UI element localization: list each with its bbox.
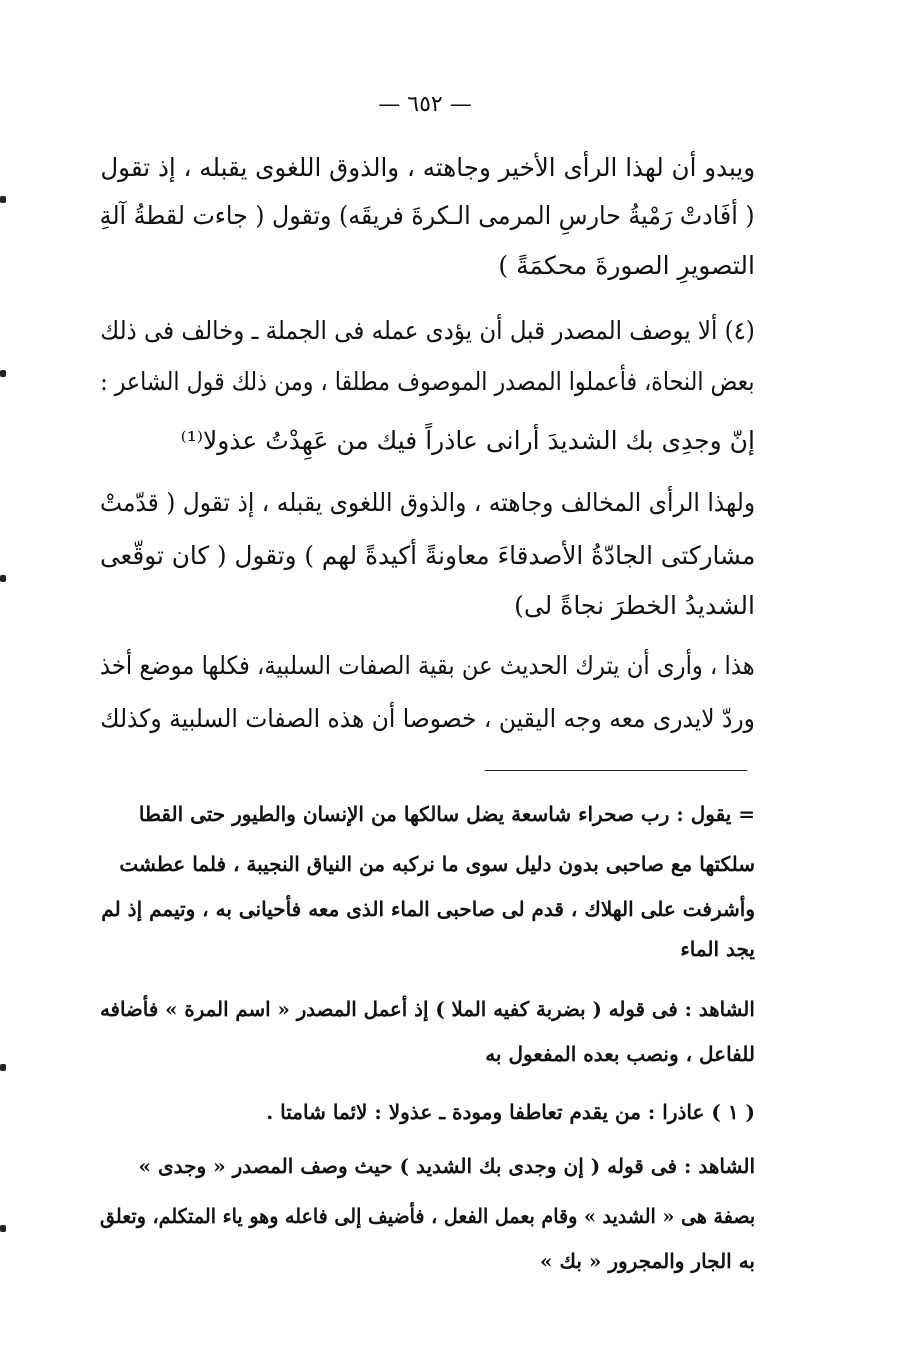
footnote-line: الشاهد : فى قوله ( إن وجدى بك الشديد ) حيث وصف المصدر « وجدى » <box>138 1154 755 1178</box>
footnote-line: يجد الماء <box>680 937 755 961</box>
text-line: وردّ لايدرى معه وجه اليقين ، خصوصا أن هذه الصفات السلبية وكذلك <box>100 704 755 733</box>
scan-edge-mark <box>0 1064 6 1071</box>
footnote-line: بصفة هى « الشديد » وقام بعمل الفعل ، فأضيف إلى فاعله وهو ياء المتكلم، وتعلق <box>99 1204 755 1228</box>
text-line: (٤) ألا يوصف المصدر قبل أن يؤدى عمله فى الجملة ـ وخالف فى ذلك <box>100 316 755 345</box>
footnote-line: الشاهد : فى قوله ( بضربة كفيه الملا ) إذ أعمل المصدر « اسم المرة » فأضافه <box>100 997 755 1021</box>
scan-edge-mark <box>0 575 6 582</box>
footnote-line: وأشرفت على الهلاك ، قدم لى صاحبى الماء الذى معه فأحيانى به ، وتيمم إذ لم <box>101 897 755 921</box>
text-line: ويبدو أن لهذا الرأى الأخير وجاهته ، والذوق اللغوى يقبله ، إذ تقول <box>100 153 755 182</box>
text-line: هذا ، وأرى أن يترك الحديث عن بقية الصفات السلبية، فكلها موضع أخذ <box>100 651 755 680</box>
text-line: بعض النحاة، فأعملوا المصدر الموصوف مطلقا ، ومن ذلك قول الشاعر : <box>100 367 755 396</box>
scan-edge-mark <box>0 1225 6 1232</box>
text-line: ( أفَادتْ رَمْيةُ حارسِ المرمى الـكرةَ فريقَه) وتقول ( جاءت لقطةُ آلةِ <box>100 201 755 230</box>
text-line: التصويرِ الصورةَ محكمَةً ) <box>498 251 755 280</box>
text-line: مشاركتى الجادّةُ الأصدقاءَ معاونةً أكيدةً لهم ) وتقول ( كان توقّعى <box>99 541 755 570</box>
text-line: ولهذا الرأى المخالف وجاهته ، والذوق اللغوى يقبله ، إذ تقول ( قدّمتْ <box>99 488 755 517</box>
text-line: الشديدُ الخطرَ نجاةً لى) <box>514 591 755 620</box>
footnote-line: ( ١ ) عاذرا : من يقدم تعاطفا ومودة ـ عذولا : لائما شامتا . <box>266 1100 755 1124</box>
footnote-divider <box>485 770 747 771</box>
scan-edge-mark <box>0 370 6 377</box>
footnote-line: = يقول : رب صحراء شاسعة يضل سالكها من الإنسان والطيور حتى القطا <box>138 802 755 826</box>
footnote-line: سلكتها مع صاحبى بدون دليل سوى ما نركبه من النياق النجيبة ، فلما عطشت <box>119 852 755 876</box>
poetry-verse: إنّ وجدِى بك الشديدَ أرانى عاذراً فيك من عَهِدْتُ عذولا⁽¹⁾ <box>180 426 755 455</box>
footnote-line: به الجار والمجرور « بك » <box>540 1249 755 1273</box>
footnote-line: للفاعل ، ونصب بعده المفعول به <box>485 1042 755 1066</box>
page-number: — ٦٥٢ — <box>378 92 472 117</box>
scan-edge-mark <box>0 196 6 203</box>
